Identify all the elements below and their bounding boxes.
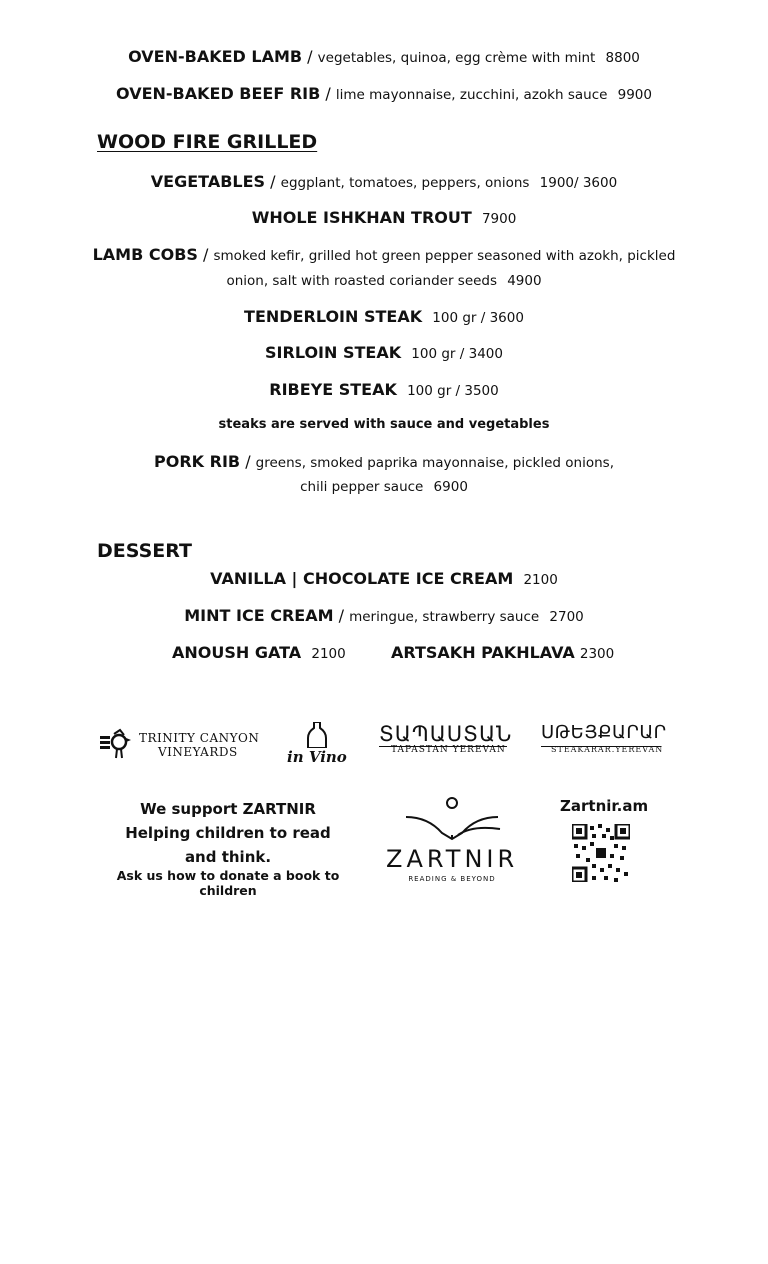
- menu-item-oven-baked-lamb: [0, 47, 768, 66]
- menu-item-ribeye: [0, 380, 768, 399]
- menu-item-artsakh-pakhlava: [391, 643, 614, 662]
- qr-code-icon: [572, 824, 630, 882]
- item-desc: smoked kefir, grilled hot green pepper seasoned with azokh, pickled: [213, 248, 676, 264]
- item-name: ARTSAKH PAKHLAVA: [391, 643, 575, 662]
- item-price: 100 gr / 3400: [411, 346, 503, 362]
- item-sep: /: [245, 452, 251, 471]
- item-price: 2100: [523, 572, 558, 588]
- menu-item-oven-baked-beef-rib: [0, 84, 768, 103]
- item-sep: /: [325, 84, 331, 103]
- wine-bottle-icon: [305, 722, 329, 748]
- menu-item-mint-ice-cream: [0, 606, 768, 625]
- item-price: 6900: [433, 479, 468, 495]
- item-desc: chili pepper sauce: [300, 479, 424, 495]
- item-name: VEGETABLES: [150, 172, 266, 191]
- menu-item-pork-rib-cont: [0, 476, 768, 495]
- item-price: 7900: [481, 211, 517, 227]
- trinity-canyon-logo: [100, 728, 260, 764]
- item-price: 1900/ 3600: [539, 175, 618, 191]
- menu-item-lamb-cobs-cont: [0, 270, 768, 289]
- item-price: 9900: [617, 87, 652, 103]
- item-name: RIBEYE STEAK: [269, 380, 397, 399]
- zartnir-logo: [386, 795, 521, 887]
- item-price: 8800: [605, 50, 640, 66]
- invino-text: in Vino: [287, 748, 347, 766]
- item-name: ANOUSH GATA: [172, 643, 302, 662]
- item-name: TENDERLOIN STEAK: [244, 307, 423, 326]
- item-sep: /: [270, 172, 276, 191]
- item-desc: meringue, strawberry sauce: [349, 609, 540, 625]
- trinity-bird-icon: [100, 728, 132, 760]
- menu-item-ice-cream: [0, 569, 768, 588]
- menu-item-tenderloin: [0, 307, 768, 326]
- section-heading-grill: WOOD FIRE GRILLED: [97, 131, 318, 153]
- item-sep: /: [307, 47, 313, 66]
- menu-item-anoush-gata: [172, 643, 346, 662]
- item-desc: vegetables, quinoa, egg crème with mint: [317, 50, 596, 66]
- menu-item-vegetables: [0, 172, 768, 191]
- item-sep: /: [203, 245, 209, 264]
- item-price: 4900: [507, 273, 542, 289]
- item-name: PORK RIB: [154, 452, 241, 471]
- menu-item-trout: [0, 208, 768, 227]
- item-price: 2300: [579, 646, 615, 662]
- support-line2: Helping children to read: [125, 824, 331, 842]
- item-name: MINT ICE CREAM: [184, 606, 334, 625]
- invino-logo: [287, 722, 347, 770]
- item-price: 2700: [549, 609, 584, 625]
- zartnir-site[interactable]: Zartnir.am: [560, 797, 649, 815]
- menu-item-lamb-cobs: [0, 245, 768, 264]
- steakarar-logo: [541, 722, 671, 762]
- tapastan-sub: TAPASTAN YEREVAN: [391, 745, 506, 755]
- item-name: OVEN-BAKED LAMB: [128, 47, 303, 66]
- section-heading-dessert: DESSERT: [97, 540, 192, 562]
- item-name: WHOLE ISHKHAN TROUT: [251, 208, 472, 227]
- support-line3: and think.: [184, 848, 272, 866]
- trinity-line1: TRINITY CANYON: [139, 731, 260, 745]
- item-name: SIRLOIN STEAK: [265, 343, 402, 362]
- item-name: OVEN-BAKED BEEF RIB: [116, 84, 321, 103]
- item-name: VANILLA | CHOCOLATE ICE CREAM: [210, 569, 514, 588]
- item-price: 100 gr / 3600: [432, 310, 524, 326]
- tapastan-logo: [379, 722, 519, 762]
- item-desc: greens, smoked paprika mayonnaise, pickled onions,: [255, 455, 614, 471]
- item-price: 100 gr / 3500: [407, 383, 499, 399]
- support-line1: We support ZARTNIR: [140, 800, 316, 818]
- zartnir-sub: READING & BEYOND: [408, 875, 496, 883]
- support-line4: Ask us how to donate a book to children: [116, 868, 340, 898]
- item-desc: onion, salt with roasted coriander seeds: [226, 273, 498, 289]
- steakarar-sub: STEAKARAR.YEREVAN: [551, 745, 664, 754]
- support-text: [98, 797, 358, 869]
- item-desc: lime mayonnaise, zucchini, azokh sauce: [335, 87, 608, 103]
- menu-item-sirloin: [0, 343, 768, 362]
- zartnir-title: ZARTNIR: [386, 845, 519, 873]
- item-price: 2100: [311, 646, 346, 662]
- menu-item-pork-rib: [0, 452, 768, 471]
- steakarar-title: ՍԹԵՅՔԱՐԱՐ: [541, 722, 667, 743]
- open-book-icon: [392, 795, 512, 845]
- tapastan-title: ՏԱՊԱՍՏԱՆ: [379, 722, 513, 746]
- trinity-line2: VINEYARDS: [158, 745, 238, 759]
- item-name: LAMB COBS: [92, 245, 198, 264]
- item-sep: /: [338, 606, 344, 625]
- item-desc: eggplant, tomatoes, peppers, onions: [280, 175, 530, 191]
- steak-note: steaks are served with sauce and vegetables: [218, 417, 550, 432]
